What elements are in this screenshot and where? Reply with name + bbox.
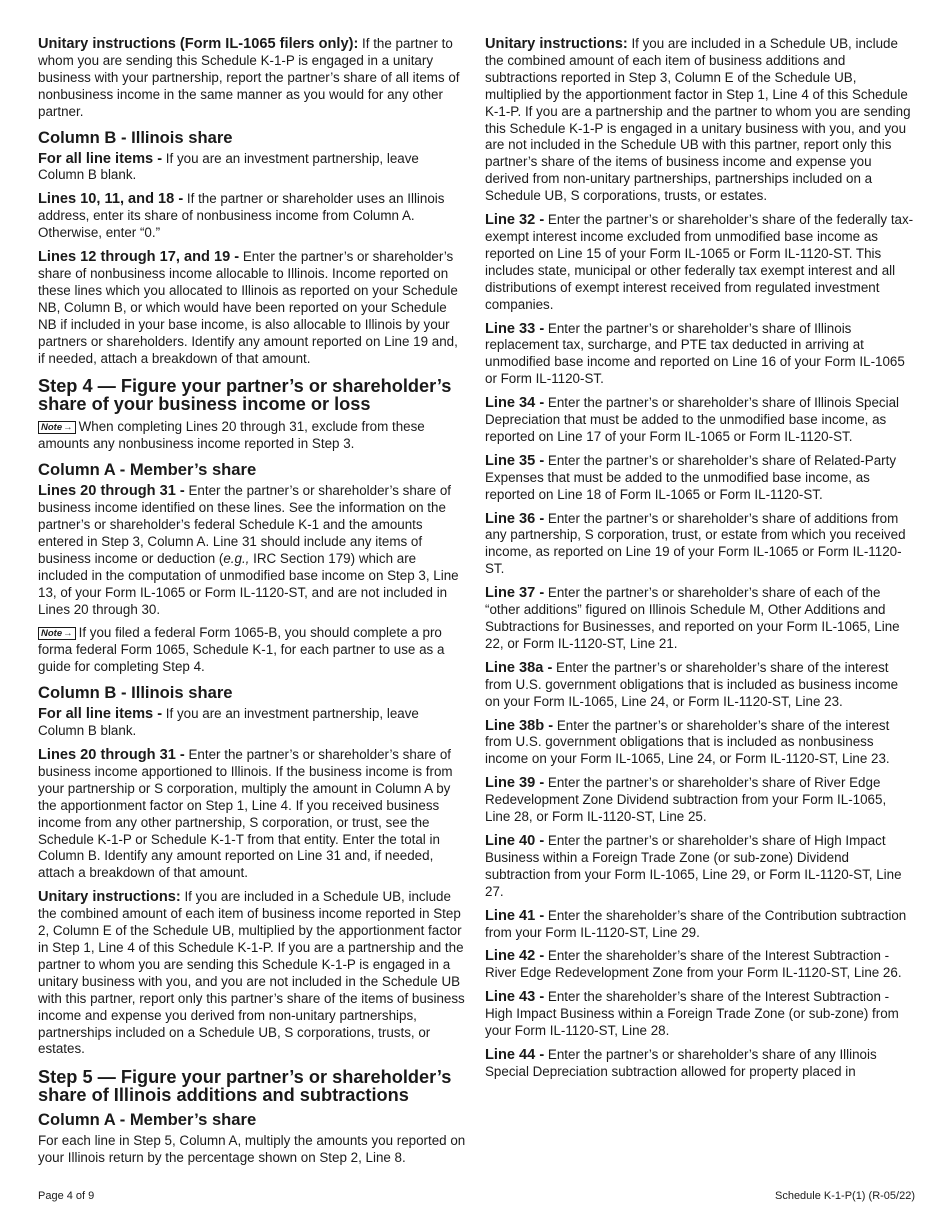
note-icon: Note →: [38, 421, 76, 434]
note-step-4: Note → When completing Lines 20 through 31, exclude from these amounts any nonbusiness income reported in Step 3.: [38, 419, 468, 453]
step-5-heading: Step 5 — Figure your partner’s or shareholder’s share of Illinois additions and subtractions: [38, 1067, 452, 1106]
line-41: Line 41 - Enter the shareholder’s share of the Contribution subtraction from your Form IL-1120-ST, Line 29.: [485, 907, 907, 940]
line-38a: Line 38a - Enter the partner’s or shareholder’s share of the interest from U.S. government obligations that is included as business income on your Form IL-1065, Line 24, or Form IL-1120-ST, Line 23.: [485, 659, 899, 709]
lines-20-31-column-a: Lines 20 through 31 - Enter the partner’s or shareholder’s share of business income identified on these lines. See the information on the partner’s or shareholder’s federal Schedule K-1 and the amounts entered in Step 3, Column A. Line 31 should include any items of business income or deduction (e.g., IRC Section 179) which are included in the computation of unmodified base income on Step 3, Line 13, of your Form IL-1065 or Form IL-1120-ST, and are not included in Lines 20 through 30.: [38, 483, 459, 617]
line-43: Line 43 - Enter the shareholder’s share of the Interest Subtraction - High Impact Business within a Foreign Trade Zone (or sub-zone) from your Form IL-1120-ST, Line 28.: [485, 989, 899, 1039]
line-38b: Line 38b - Enter the partner’s or shareholder’s share of the interest from U.S. government obligations that is included as nonbusiness income on your Form IL-1065, Line 24, or Form IL-1120-ST, Line 23.: [485, 717, 890, 767]
line-32: Line 32 - Enter the partner’s or shareholder’s share of the federally tax-exempt interest income excluded from unmodified base income as reported on Line 15 of your Form IL-1065 or Form IL-1120-ST. This includes state, municipal or other federally tax exempt interest and all distributions of exempt interest received from regulated investment companies.: [485, 212, 914, 312]
lines-10-11-18: Lines 10, 11, and 18 - If the partner or shareholder uses an Illinois address, enter its share of nonbusiness income from Column A. Otherwise, enter “0.”: [38, 191, 445, 241]
for-all-line-items: For all line items - If you are an investment partnership, leave Column B blank.: [38, 150, 419, 183]
column-a-heading: Column A - Member’s share: [38, 460, 257, 480]
line-35: Line 35 - Enter the partner’s or shareholder’s share of Related-Party Expenses that must be added to the unmodified base income, as reported on Line 18 of Form IL-1065 or Form IL-1120-ST.: [485, 452, 897, 502]
line-44: Line 44 - Enter the partner’s or shareholder’s share of any Illinois Special Depreciation subtraction allowed for property placed in: [485, 1046, 877, 1079]
note-form-1065b: Note → If you filed a federal Form 1065-B, you should complete a pro forma federal Form 1065, Schedule K-1, for each partner to use as a guide for completing Step 4.: [38, 625, 468, 676]
line-39: Line 39 - Enter the partner’s or shareholder’s share of River Edge Redevelopment Zone Dividend subtraction from your Form IL-1065, Line 28, or Form IL-1120-ST, Line 25.: [485, 775, 887, 825]
note-icon: Note →: [38, 627, 76, 640]
step-4-heading: Step 4 — Figure your partner’s or shareholder’s share of your business income or loss: [38, 376, 452, 415]
step-5-intro: For each line in Step 5, Column A, multiply the amounts you reported on your Illinois return by the percentage shown on Step 2, Line 8.: [38, 1133, 466, 1166]
right-column: [485, 36, 915, 1088]
column-b-heading: Column B - Illinois share: [38, 683, 233, 703]
left-column: [38, 36, 468, 1174]
line-40: Line 40 - Enter the partner’s or shareholder’s share of High Impact Business within a Foreign Trade Zone (or sub-zone) Dividend subtraction from your Form IL-1065, Line 29, or Form IL-1120-ST, Line 27.: [485, 832, 902, 899]
line-37: Line 37 - Enter the partner’s or shareholder’s share of each of the “other additions” figured on Illinois Schedule M, Other Additions and Subtractions for Businesses, and reported on your Form IL-1065, Line 22, or Form IL-1120-ST, Line 21.: [485, 585, 900, 651]
for-all-line-items: For all line items - If you are an investment partnership, leave Column B blank.: [38, 706, 419, 739]
lines-12-17-19: Lines 12 through 17, and 19 - Enter the partner’s or shareholder’s share of nonbusiness income allocable to Illinois. Income reported on these lines which you allocated to Illinois as reported on your Schedule NB, Column B, or which would have been reported on your Schedule NB if included in your base income, is also allocable to Illinois by your partners or shareholders. Identify any amount reported on Line 19 and, if needed, attach a breakdown of that amount.: [38, 249, 458, 366]
unitary-instructions-il1065: Unitary instructions (Form IL-1065 filers only): If the partner to whom you are sending this Schedule K-1-P is engaged in a unitary business with your partnership, report the partner’s share of all items of nonbusiness income in the same manner as you would for any other partner.: [38, 36, 460, 119]
line-42: Line 42 - Enter the shareholder’s share of the Interest Subtraction - River Edge Redevelopment Zone from your Form IL-1120-ST, Line 26.: [485, 948, 902, 981]
lines-20-31-column-b: Lines 20 through 31 - Enter the partner’s or shareholder’s share of business income apportioned to Illinois. If the business income is from your partnership or S corporation, multiply the amount in Column A by the apportionment factor on Step 1, Line 4. If you received business income from any other partnership, S corporation, or trust, see the Schedule K-1-P or Schedule K-1-T from that entity. Enter the total in Column B. Identify any amount reported on Line 31 and, if needed, attach a breakdown of that amount.: [38, 747, 453, 881]
column-a-heading: Column A - Member’s share: [38, 1110, 257, 1130]
unitary-instructions-step-4: Unitary instructions: If you are included in a Schedule UB, include the combined amount of each item of business income reported in Step 2, Column E of the Schedule UB, multiplied by the apportionment factor in Step 1, Line 4 of this Schedule K-1-P. If you are a partnership and the partner to whom you are sending this Schedule K-1-P is engaged in a unitary business with you, and you are not included in the Schedule UB with this partner, report only this partner’s share of the items of business income and expense you derived from non-unitary partnerships, partnerships included on a Schedule UB, S corporations, trusts, or estates.: [38, 889, 465, 1057]
column-b-heading: Column B - Illinois share: [38, 127, 233, 147]
form-id: Schedule K-1-P(1) (R-05/22): [774, 1190, 915, 1202]
unitary-instructions-step-5: Unitary instructions: If you are included in a Schedule UB, include the combined amount of each item of business additions and subtractions reported in Step 3, Column E of the Schedule UB, multiplied by the apportionment factor in Step 1, Line 4 of this Schedule K-1-P. If you are a partnership and the partner to whom you are sending this Schedule K-1-P is engaged in a unitary business with you, and you are not included in the Schedule UB with this partner, report only this partner’s share of the items of business income and expense you derived from non-unitary partnerships, partnerships included on a Schedule UB, S corporations, trusts, or estates.: [485, 36, 911, 204]
line-33: Line 33 - Enter the partner’s or shareholder’s share of Illinois replacement tax, surcharge, and PTE tax deducted in arriving at unmodified base income and reported on Line 16 of your Form IL-1065 or Form IL-1120-ST.: [485, 320, 905, 387]
page-number: Page 4 of 9: [38, 1190, 95, 1202]
line-34: Line 34 - Enter the partner’s or shareholder’s share of Illinois Special Depreciation that must be added to the unmodified base income, as reported on Line 17 of your Form IL-1065 or Form IL-1120-ST.: [485, 395, 900, 444]
line-36: Line 36 - Enter the partner’s or shareholder’s share of additions from any partnership, S corporation, trust, or estate from which you received income, as reported on Line 19 of your Form IL-1065 or Form IL-1120-ST.: [485, 510, 906, 577]
